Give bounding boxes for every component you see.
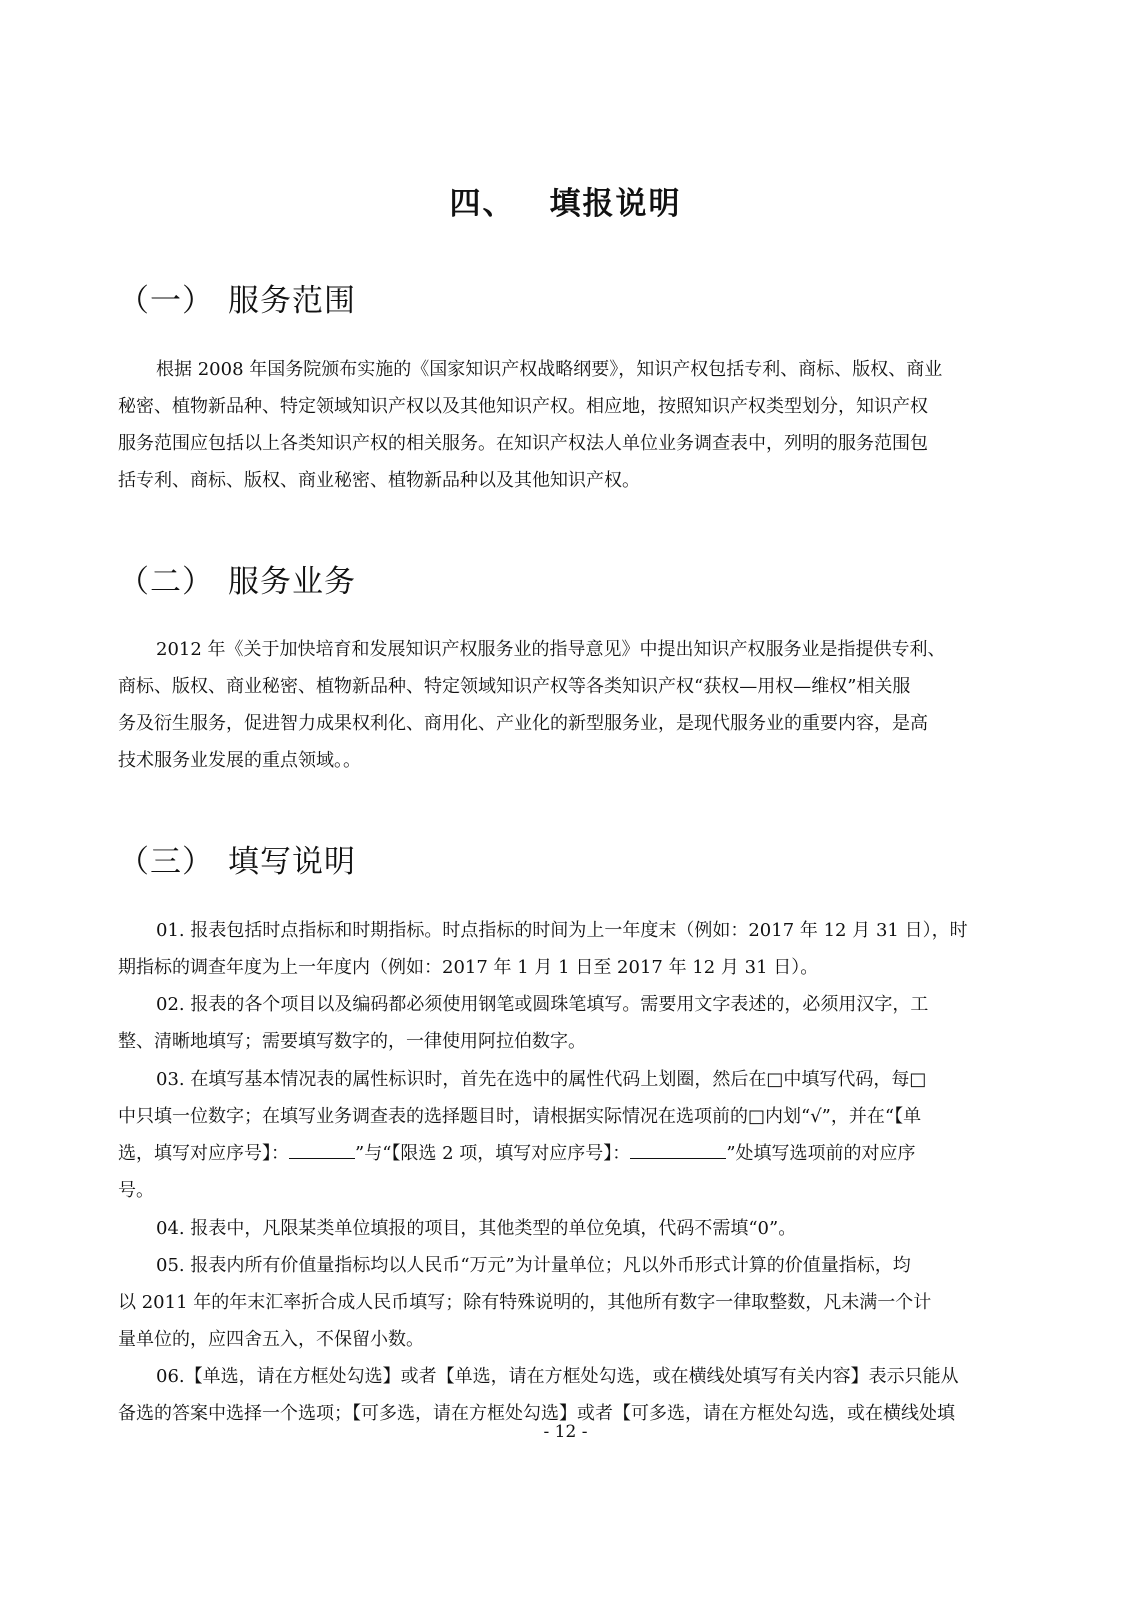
blank-label-single: 选，填写对应序号】： (118, 1143, 289, 1164)
paragraph-line-with-blanks (118, 1135, 994, 1172)
paragraph-line: 整、清晰地填写；需要填写数字的，一律使用阿拉伯数字。 (118, 1031, 586, 1052)
note-04 (118, 1210, 994, 1247)
note-02 (118, 986, 994, 1060)
paragraph-line: 备选的答案中选择一个选项；【可多选，请在方框处勾选】或者【可多选，请在方框处勾选，或在横线处填 (118, 1403, 955, 1424)
title-number: 四、 (449, 186, 516, 222)
paragraph-line: 括专利、商标、版权、商业秘密、植物新品种以及其他知识产权。 (118, 470, 640, 491)
paragraph-line: 技术服务业发展的重点领域。。 (118, 750, 361, 771)
paragraph-line: 根据 2008 年国务院颁布实施的《国家知识产权战略纲要》，知识产权包括专利、商标、版权、商业 (156, 359, 943, 380)
note-05 (118, 1247, 994, 1358)
section-2-paragraph (118, 631, 994, 779)
paragraph-line: 06.【单选，请在方框处勾选】或者【单选，请在方框处勾选，或在横线处填写有关内容】表示只能从 (156, 1366, 959, 1387)
paragraph-line: 商标、版权、商业秘密、植物新品种、特定领域知识产权等各类知识产权“获权—用权—维权”相关服 (118, 676, 911, 697)
paragraph-line: 服务范围应包括以上各类知识产权的相关服务。在知识产权法人单位业务调查表中，列明的服务范围包 (118, 433, 928, 454)
fill-blank-underline (289, 1140, 355, 1159)
fill-blank-underline (630, 1140, 726, 1159)
paragraph-line: 中只填一位数字；在填写业务调查表的选择题目时，请根据实际情况在选项前的□内划“√”，并在“【单 (118, 1106, 922, 1127)
section-heading-1 (118, 275, 356, 320)
note-01 (118, 912, 994, 986)
paragraph-line: 期指标的调查年度为上一年度内（例如：2017 年 1 月 1 日至 2017 年 12 月 31 日）。 (118, 957, 819, 978)
paragraph-line: 04. 报表中，凡限某类单位填报的项目，其他类型的单位免填，代码不需填“0”。 (156, 1218, 797, 1239)
paragraph-line: 量单位的，应四舍五入，不保留小数。 (118, 1329, 424, 1350)
paragraph-line: 2012 年《关于加快培育和发展知识产权服务业的指导意见》中提出知识产权服务业是指提供专利、 (156, 639, 946, 660)
paragraph-line: 号。 (118, 1180, 154, 1201)
note-03 (118, 1061, 994, 1209)
blank-trailing-text: ”处填写选项前的对应序 (726, 1143, 916, 1164)
section-heading-3 (118, 836, 356, 881)
section-number: （三） (118, 844, 214, 880)
title-text: 填报说明 (549, 186, 682, 222)
section-number: （一） (118, 283, 214, 319)
section-1-paragraph (118, 351, 994, 499)
paragraph-line: 05. 报表内所有价值量指标均以人民币“万元”为计量单位；凡以外币形式计算的价值量指标，均 (156, 1255, 911, 1276)
paragraph-line: 秘密、植物新品种、特定领域知识产权以及其他知识产权。相应地，按照知识产权类型划分，知识产权 (118, 396, 928, 417)
section-title: 服务范围 (228, 283, 356, 319)
note-06 (118, 1358, 994, 1432)
blank-label-limit-two: ”与“【限选 2 项，填写对应序号】： (355, 1143, 631, 1164)
paragraph-line: 03. 在填写基本情况表的属性标识时，首先在选中的属性代码上划圈，然后在□中填写代码，每□ (156, 1069, 927, 1090)
section-title: 服务业务 (228, 564, 356, 600)
section-number: （二） (118, 564, 214, 600)
paragraph-line: 02. 报表的各个项目以及编码都必须使用钢笔或圆珠笔填写。需要用文字表述的，必须用汉字，工 (156, 994, 929, 1015)
paragraph-line: 务及衍生服务，促进智力成果权利化、商用化、产业化的新型服务业，是现代服务业的重要内容，是高 (118, 713, 928, 734)
paragraph-line: 01. 报表包括时点指标和时期指标。时点指标的时间为上一年度末（例如：2017 年 12 月 31 日），时 (156, 920, 968, 941)
paragraph-line: 以 2011 年的年末汇率折合成人民币填写；除有特殊说明的，其他所有数字一律取整数，凡未满一个计 (118, 1292, 932, 1313)
page-number: - 12 - (543, 1422, 588, 1442)
page-title (0, 178, 1131, 223)
section-title: 填写说明 (228, 844, 356, 880)
section-heading-2 (118, 556, 356, 601)
